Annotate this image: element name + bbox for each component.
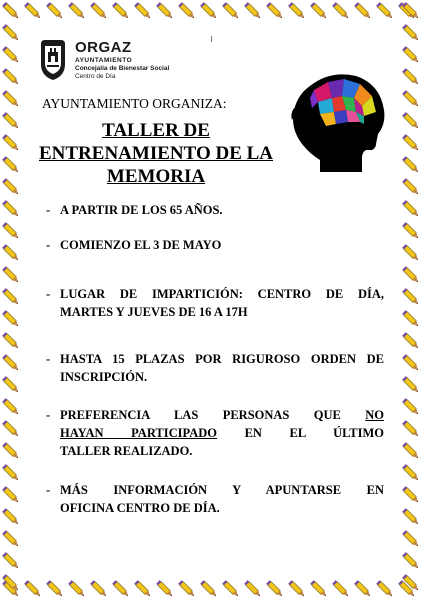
pencil-icon xyxy=(400,0,422,22)
pencil-icon xyxy=(400,44,422,66)
item-text-line-1: LUGAR DE IMPARTICIÓN: CENTRO DE DÍA, xyxy=(60,287,384,301)
item-text-underlined-participado: HAYAN PARTICIPADO xyxy=(60,426,218,440)
pencil-icon xyxy=(0,88,22,110)
pencil-icon xyxy=(66,0,88,22)
list-item-places xyxy=(46,350,384,386)
pencil-icon xyxy=(330,0,352,22)
pencil-icon xyxy=(286,578,308,600)
item-text-line-1: MÁS INFORMACIÓN Y APUNTARSE EN xyxy=(60,483,384,497)
title-line-2: ENTRENAMIENTO DE LA xyxy=(38,143,274,164)
pencil-icon xyxy=(400,528,422,550)
pencil-border-right xyxy=(400,0,422,594)
pencil-icon xyxy=(0,286,22,308)
colorful-brain-head-silhouette-icon xyxy=(280,68,390,176)
pencil-icon xyxy=(0,550,22,572)
pencil-border-top xyxy=(0,0,418,22)
pencil-border-left xyxy=(0,0,22,594)
pencil-icon xyxy=(400,484,422,506)
pencil-icon xyxy=(0,462,22,484)
pencil-icon xyxy=(352,0,374,22)
title-line-1: TALLER DE xyxy=(102,120,210,141)
pencil-icon xyxy=(400,198,422,220)
pencil-icon xyxy=(0,484,22,506)
item-text-line-3: TALLER REALIZADO. xyxy=(60,444,193,458)
pencil-icon xyxy=(400,176,422,198)
pencil-icon xyxy=(374,0,396,22)
pencil-icon xyxy=(220,0,242,22)
pencil-icon xyxy=(400,418,422,440)
item-text: COMIENZO EL 3 DE MAYO xyxy=(60,238,222,252)
pencil-icon xyxy=(0,0,22,22)
pencil-icon xyxy=(198,0,220,22)
pencil-icon xyxy=(400,396,422,418)
pencil-border-bottom xyxy=(0,578,418,600)
pencil-icon xyxy=(308,0,330,22)
pencil-icon xyxy=(198,578,220,600)
pencil-icon xyxy=(400,374,422,396)
pencil-icon xyxy=(400,462,422,484)
pencil-icon xyxy=(400,132,422,154)
pencil-icon xyxy=(400,352,422,374)
pencil-icon xyxy=(0,154,22,176)
pencil-icon xyxy=(264,0,286,22)
pencil-icon xyxy=(330,578,352,600)
pencil-icon xyxy=(176,0,198,22)
pencil-icon xyxy=(0,352,22,374)
pencil-icon xyxy=(0,308,22,330)
pencil-icon xyxy=(308,578,330,600)
pencil-icon xyxy=(400,220,422,242)
list-item-age xyxy=(46,201,384,219)
item-text-line-1 xyxy=(46,406,384,424)
pencil-icon xyxy=(352,578,374,600)
pencil-icon xyxy=(176,578,198,600)
pencil-icon xyxy=(132,0,154,22)
logo-line-centro: Centro de Día xyxy=(75,73,116,80)
pencil-icon xyxy=(242,0,264,22)
pencil-icon xyxy=(400,88,422,110)
item-text-line-2: MARTES Y JUEVES DE 16 A 17H xyxy=(60,305,248,319)
item-text: A PARTIR DE LOS 65 AÑOS. xyxy=(60,203,223,217)
pencil-icon xyxy=(154,0,176,22)
item-dash: - xyxy=(46,287,51,301)
pencil-icon xyxy=(264,578,286,600)
pencil-icon xyxy=(44,0,66,22)
town-seal-icon xyxy=(38,38,68,82)
item-dash: - xyxy=(46,408,51,422)
item-text-line-2: OFICINA CENTRO DE DÍA. xyxy=(60,501,220,515)
pencil-icon xyxy=(0,264,22,286)
item-text-underlined-no: NO xyxy=(365,408,384,422)
pencil-icon xyxy=(286,0,308,22)
item-text-line-2 xyxy=(46,424,384,442)
pencil-icon xyxy=(0,176,22,198)
item-dash: - xyxy=(46,352,51,366)
pencil-icon xyxy=(110,0,132,22)
pencil-icon xyxy=(132,578,154,600)
list-item-info xyxy=(46,481,384,517)
pencil-icon xyxy=(0,110,22,132)
pencil-icon xyxy=(400,286,422,308)
pencil-icon xyxy=(400,440,422,462)
item-text-line-1: HASTA 15 PLAZAS POR RIGUROSO ORDEN DE xyxy=(60,352,384,366)
pencil-icon xyxy=(400,264,422,286)
pencil-icon xyxy=(22,0,44,22)
item-dash: - xyxy=(46,238,51,252)
list-item-location xyxy=(46,285,384,321)
pencil-icon xyxy=(0,242,22,264)
item-text-pre: PREFERENCIA LAS PERSONAS QUE xyxy=(60,408,366,422)
pencil-icon xyxy=(0,506,22,528)
pencil-icon xyxy=(0,528,22,550)
pencil-icon xyxy=(400,66,422,88)
pencil-icon xyxy=(0,396,22,418)
logo-line-concejalia: Concejalía de Bienestar Social xyxy=(75,65,170,72)
pencil-icon xyxy=(88,0,110,22)
logo-line-ayuntamiento: AYUNTAMIENTO xyxy=(75,57,133,64)
orgaz-logo xyxy=(38,38,238,88)
pencil-icon xyxy=(400,506,422,528)
item-dash: - xyxy=(46,483,51,497)
pencil-icon xyxy=(400,110,422,132)
pencil-icon xyxy=(22,578,44,600)
pencil-icon xyxy=(44,578,66,600)
pencil-icon xyxy=(0,220,22,242)
item-text-post: EN EL ÚLTIMO xyxy=(217,426,385,440)
pencil-icon xyxy=(0,330,22,352)
pencil-icon xyxy=(400,572,422,594)
item-dash: - xyxy=(46,203,51,217)
pencil-icon xyxy=(374,578,396,600)
pencil-icon xyxy=(0,132,22,154)
pencil-icon xyxy=(0,572,22,594)
pencil-icon xyxy=(220,578,242,600)
pencil-icon xyxy=(400,242,422,264)
pencil-icon xyxy=(0,374,22,396)
pencil-icon xyxy=(154,578,176,600)
pencil-icon xyxy=(400,22,422,44)
pencil-icon xyxy=(0,418,22,440)
pencil-icon xyxy=(0,44,22,66)
pencil-icon xyxy=(400,550,422,572)
title-line-3: MEMORIA xyxy=(106,166,206,187)
pencil-icon xyxy=(88,578,110,600)
pencil-icon xyxy=(0,198,22,220)
pencil-icon xyxy=(110,578,132,600)
pencil-icon xyxy=(0,66,22,88)
pencil-icon xyxy=(400,330,422,352)
organiza-heading: AYUNTAMIENTO ORGANIZA: xyxy=(42,96,227,111)
logo-name: ORGAZ xyxy=(75,39,132,56)
pencil-icon xyxy=(242,578,264,600)
pencil-icon xyxy=(0,440,22,462)
pencil-icon xyxy=(400,308,422,330)
list-item-start xyxy=(46,236,384,254)
pencil-icon xyxy=(66,578,88,600)
item-text-line-2: INSCRIPCIÓN. xyxy=(60,370,148,384)
pencil-icon xyxy=(0,22,22,44)
list-item-preference xyxy=(46,406,384,460)
pencil-icon xyxy=(400,154,422,176)
